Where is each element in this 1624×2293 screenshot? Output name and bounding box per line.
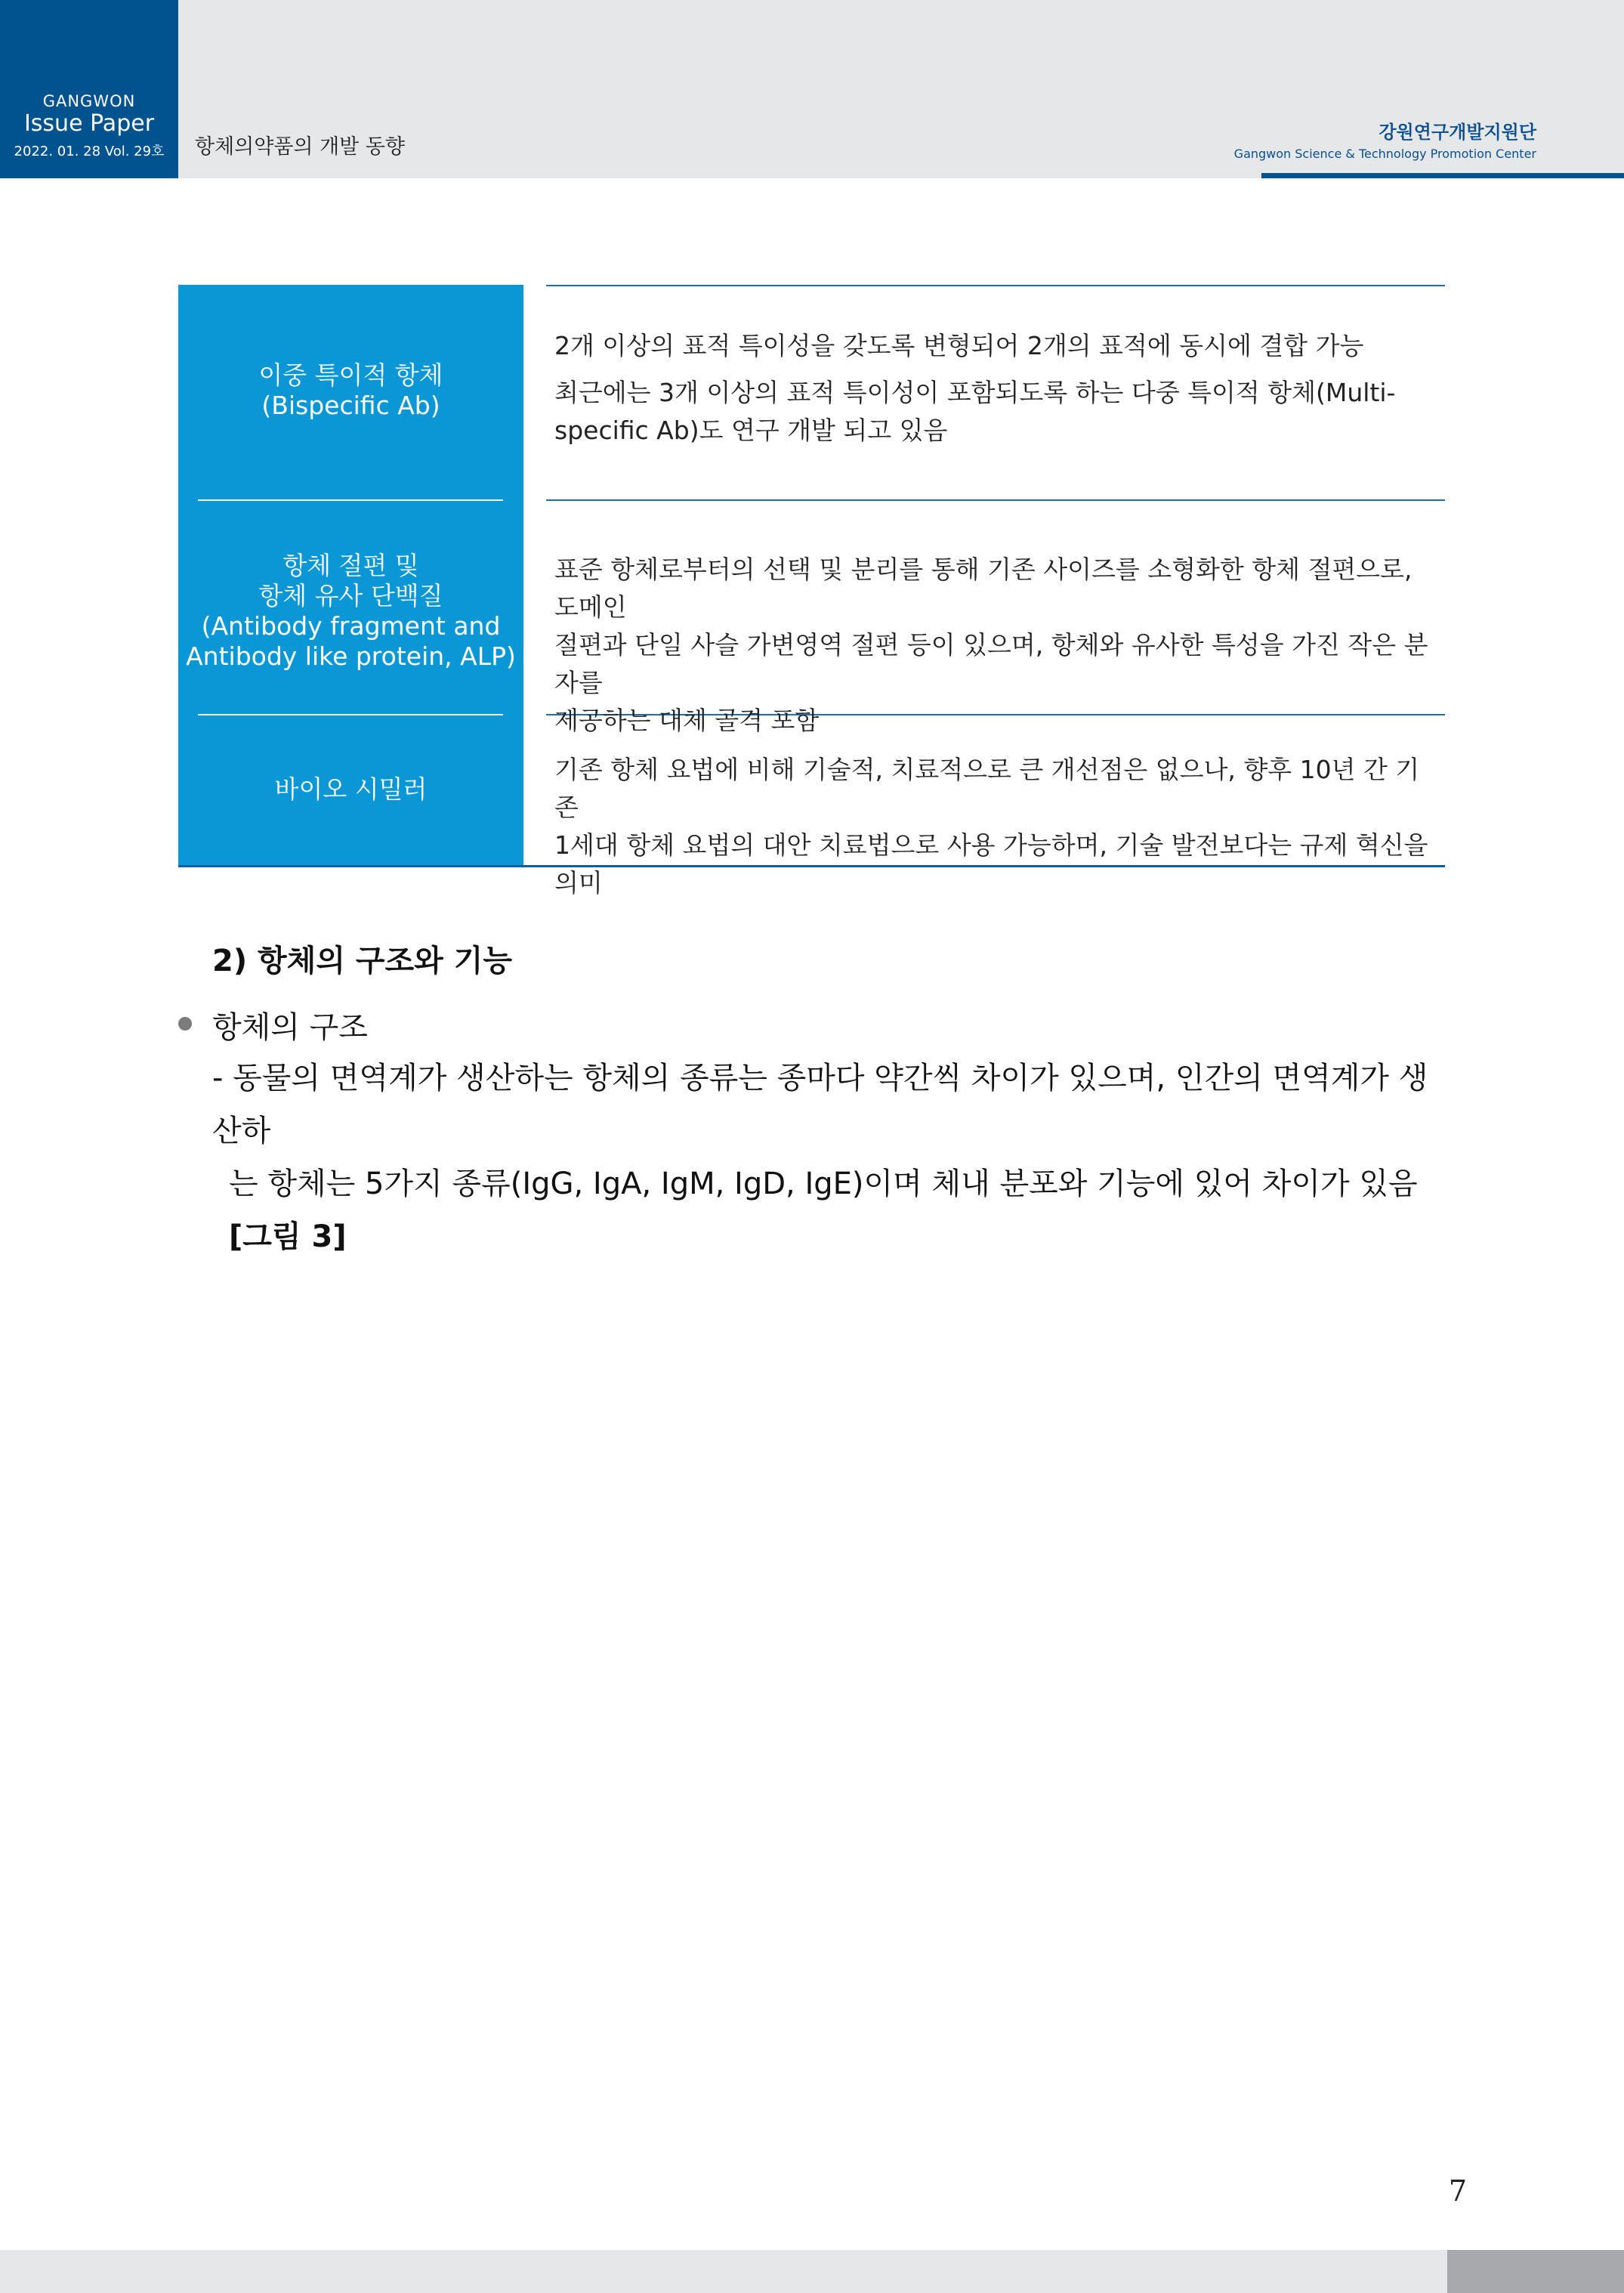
paragraph-text: 는 항체는 5가지 종류(IgG, IgA, IgM, IgD, IgE)이며 체내 분포와 기능에 있어 차이가 있음 <box>229 1167 1418 1201</box>
desc-line: 표준 항체로부터의 선택 및 분리를 통해 기존 사이즈를 소형화한 항체 절편으로, 도메인 <box>554 555 1413 622</box>
desc-line: specific Ab)도 연구 개발 되고 있음 <box>554 416 948 445</box>
desc-line: 2개 이상의 표적 특이성을 갖도록 변형되어 2개의 표적에 동시에 결합 가능 <box>554 331 1364 360</box>
label-line: 바이오 시밀러 <box>274 774 428 804</box>
organization-name-korean: 강원연구개발지원단 <box>1379 122 1536 143</box>
label-line: Antibody like protein, ALP) <box>186 641 516 671</box>
desc-line: 기존 항체 요법에 비해 기술적, 치료적으로 큰 개선점은 없으나, 향후 10년 간 기존 <box>554 755 1420 822</box>
brand-region: GANGWON <box>42 92 136 110</box>
antibody-types-table <box>178 285 1445 898</box>
table-row-label <box>178 360 523 421</box>
label-divider <box>198 714 503 715</box>
label-line: (Bispecific Ab) <box>261 391 440 420</box>
table-row-description <box>554 751 1438 902</box>
table-row-label <box>178 551 523 672</box>
label-divider <box>198 499 503 501</box>
desc-line: 최근에는 3개 이상의 표적 특이성이 포함되도록 하는 다중 특이적 항체(Multi- <box>554 378 1396 407</box>
figure-reference: [그림 3] <box>229 1219 347 1254</box>
bullet-icon <box>178 1017 192 1031</box>
paragraph-line <box>212 1157 1451 1263</box>
table-top-rule <box>546 285 1445 286</box>
table-row-description <box>554 327 1438 450</box>
label-line: (Antibody fragment and <box>201 611 501 641</box>
page-number: 7 <box>1448 2174 1468 2208</box>
document-title: 항체의약품의 개발 동향 <box>195 135 405 159</box>
header-accent-line <box>1261 173 1624 178</box>
table-row-description <box>554 551 1438 740</box>
section-heading: 2) 항체의 구조와 기능 <box>212 944 513 978</box>
issue-paper-logo <box>0 0 178 178</box>
page-footer-bar <box>0 2250 1447 2293</box>
label-line: 항체 절편 및 <box>283 551 419 580</box>
bullet-title: 항체의 구조 <box>212 1010 368 1045</box>
brand-name: Issue Paper <box>23 110 155 137</box>
desc-line: 제공하는 대체 골격 포함 <box>554 706 820 735</box>
label-line: 항체 유사 단백질 <box>258 581 443 610</box>
label-line: 이중 특이적 항체 <box>258 360 443 390</box>
brand-date: 2022. 01. 28 Vol. 29호 <box>14 144 165 159</box>
organization-name-english: Gangwon Science & Technology Promotion Center <box>1233 147 1536 161</box>
row-divider <box>546 499 1445 501</box>
paragraph-line: - 동물의 면역계가 생산하는 항체의 종류는 종마다 약간씩 차이가 있으며, 인간의 면역계가 생산하 <box>212 1061 1428 1148</box>
desc-line: 1세대 항체 요법의 대안 치료법으로 사용 가능하며, 기술 발전보다는 규제 혁신을 의미 <box>554 830 1428 898</box>
desc-line: 절편과 단일 사슬 가변영역 절편 등이 있으며, 항체와 유사한 특성을 가진 작은 분자를 <box>554 630 1428 697</box>
table-row-label <box>178 774 523 805</box>
page-header <box>0 0 1624 178</box>
page-footer-accent <box>1447 2250 1624 2293</box>
section-paragraph <box>212 1052 1451 1263</box>
